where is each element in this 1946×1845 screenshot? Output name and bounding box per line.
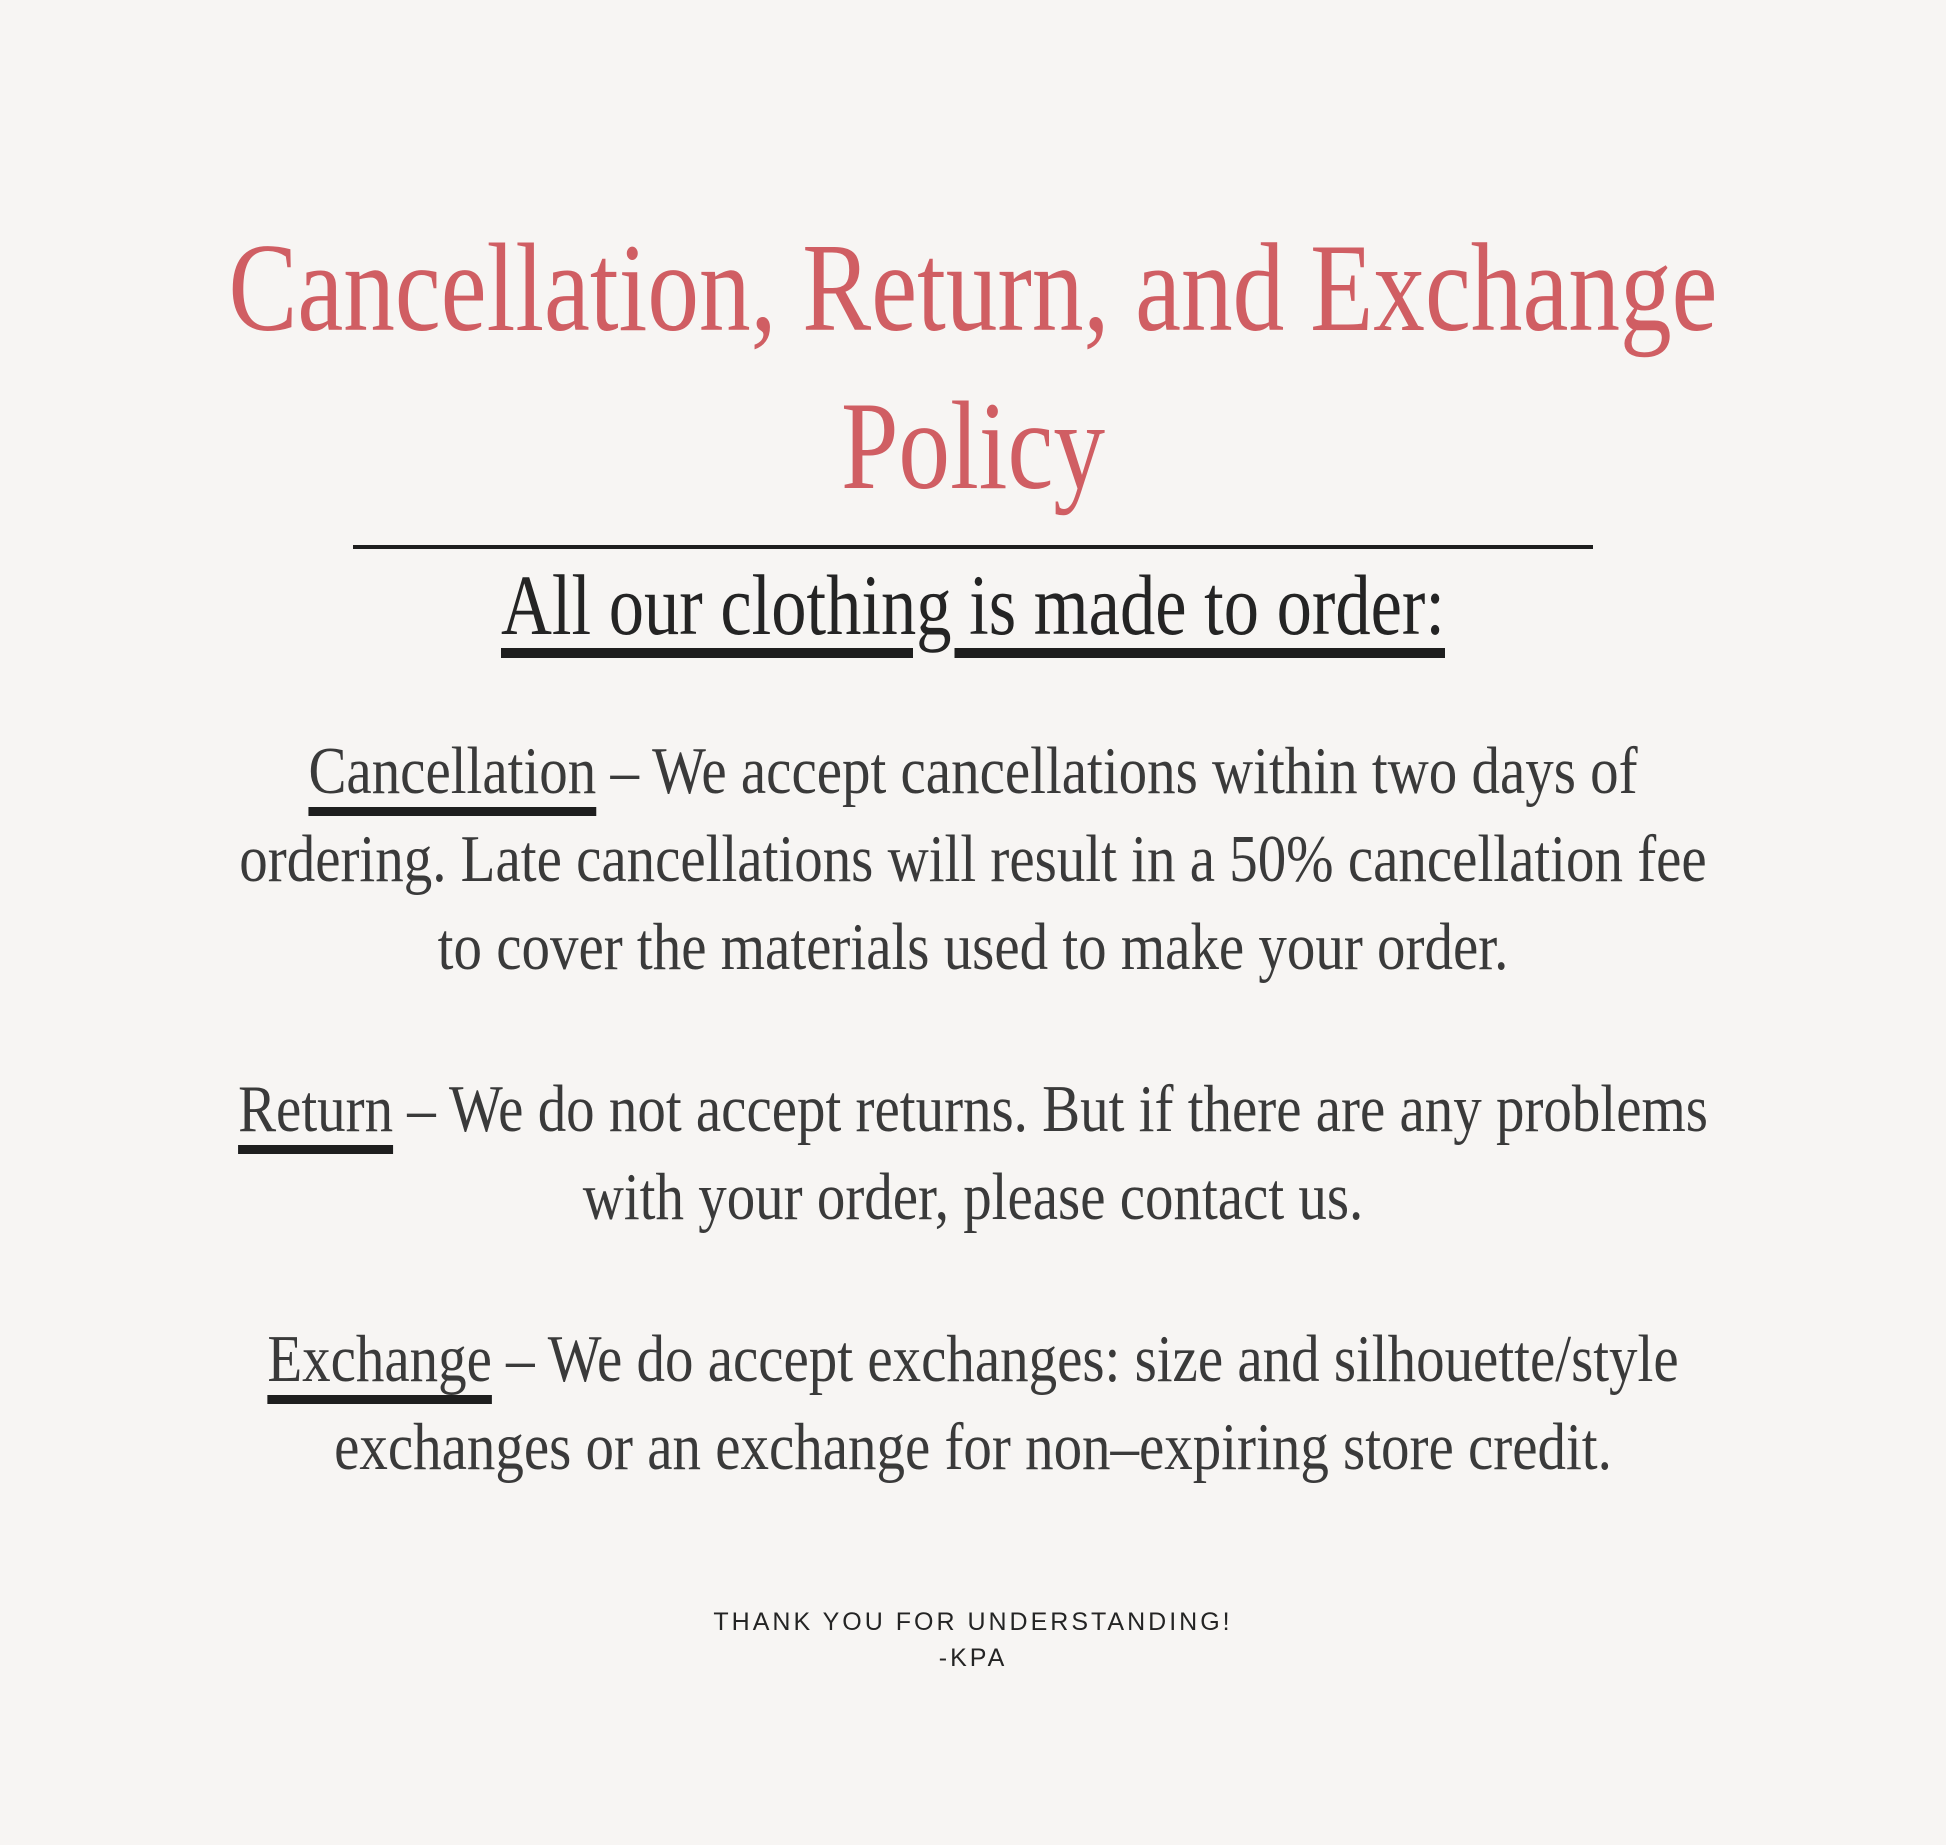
cancellation-line-1	[146, 727, 1800, 815]
cancellation-term: Cancellation	[308, 734, 597, 808]
return-section	[146, 1065, 1800, 1241]
exchange-line-1-text: – We do accept exchanges: size and silhouette/style	[491, 1322, 1679, 1396]
return-line-1	[146, 1065, 1800, 1153]
exchange-term: Exchange	[267, 1322, 492, 1396]
footer-signature: -KPA	[938, 1644, 1008, 1672]
page-title-line1: Cancellation, Return, and Exchange	[228, 219, 1718, 358]
footer-thanks-text: THANK YOU FOR UNDERSTANDING!	[713, 1608, 1233, 1636]
subtitle-heading	[175, 555, 1771, 655]
subtitle-text: All our clothing is made to order:	[501, 557, 1445, 653]
exchange-line-1	[146, 1315, 1800, 1403]
cancellation-line-2: ordering. Late cancellations will result in a 50% cancellation fee	[239, 822, 1707, 896]
footer-note	[0, 1604, 1946, 1676]
page-title	[175, 210, 1771, 526]
return-line-2: with your order, please contact us.	[582, 1160, 1364, 1234]
exchange-section	[146, 1315, 1800, 1491]
cancellation-section	[146, 727, 1800, 991]
title-divider	[353, 545, 1593, 549]
return-line-1-text: – We do not accept returns. But if there are any problems	[393, 1072, 1708, 1146]
cancellation-line-3: to cover the materials used to make your order.	[437, 910, 1509, 984]
return-term: Return	[238, 1072, 394, 1146]
exchange-line-2: exchanges or an exchange for non–expiring store credit.	[334, 1410, 1612, 1484]
page-title-line2: Policy	[840, 377, 1106, 516]
cancellation-line-1-text: – We accept cancellations within two days of	[596, 734, 1638, 808]
